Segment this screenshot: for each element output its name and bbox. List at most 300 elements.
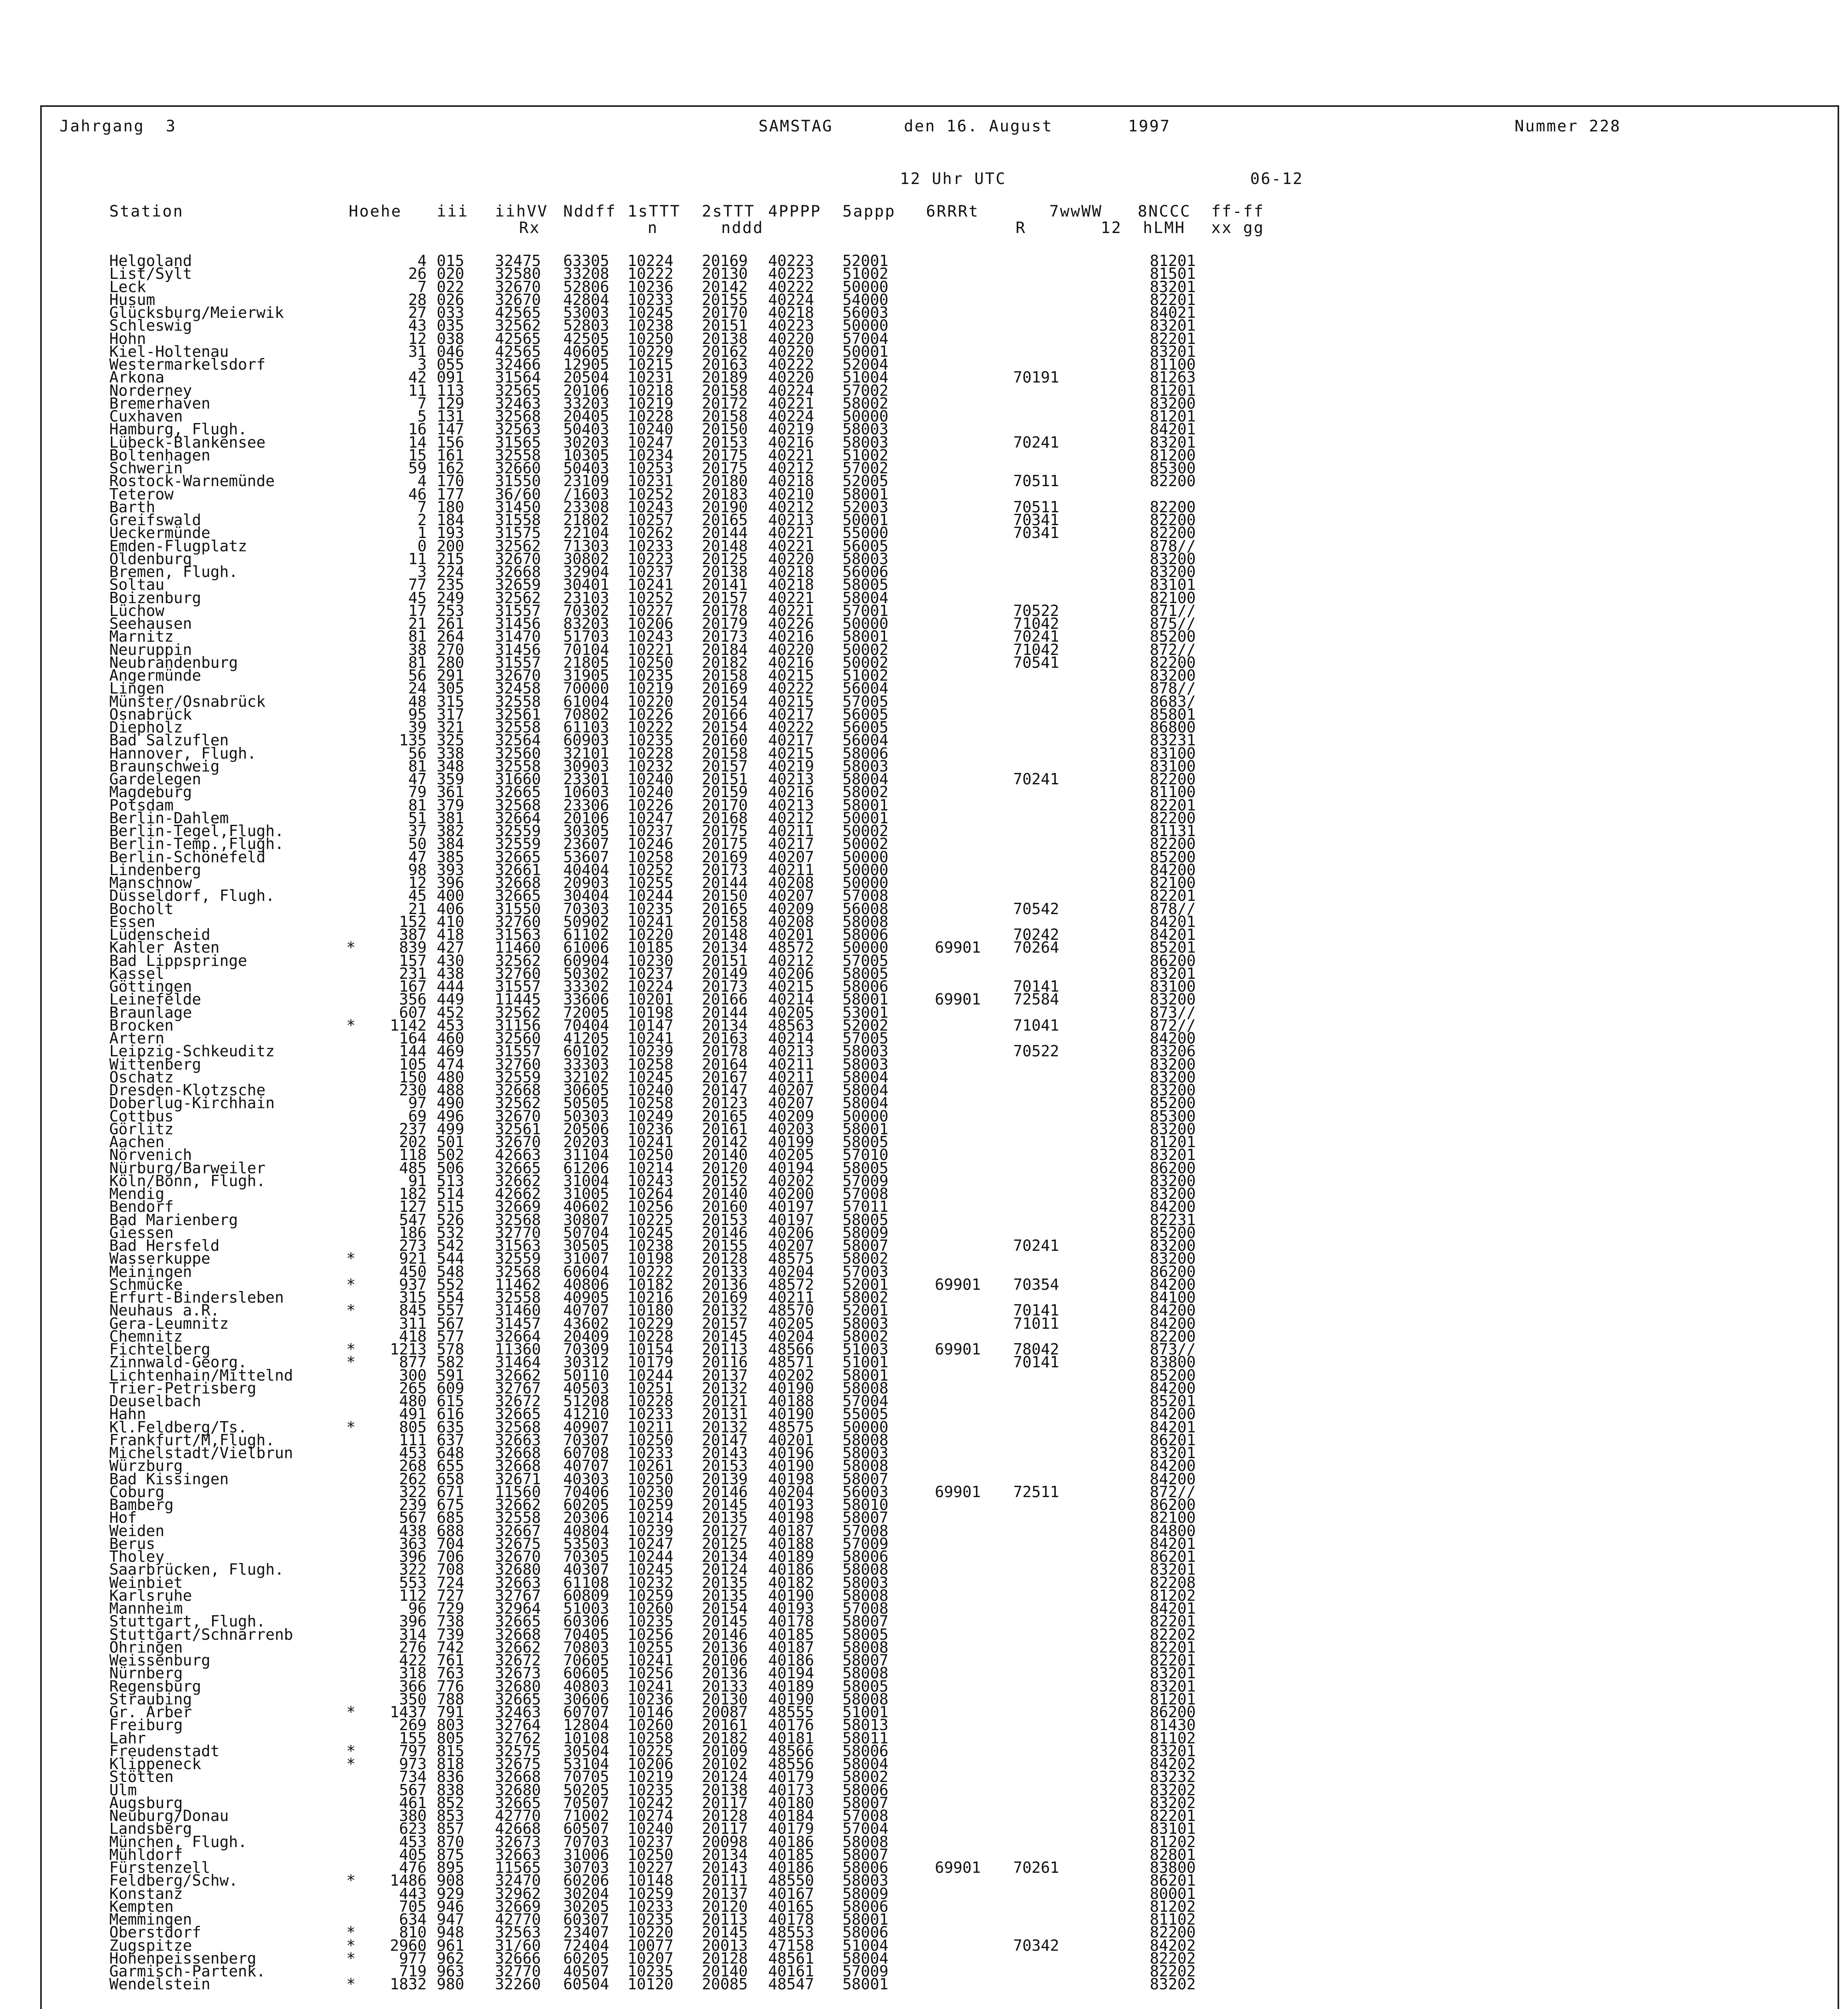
4pppp-value: 40196 [768,1444,814,1462]
1sttt-value: 10236 [628,278,674,296]
station-name: Trier-Petrisberg [109,1379,257,1397]
5appp-value: 58002 [842,1768,889,1786]
hoehe-value: 152 [399,913,427,931]
4pppp-value: 40190 [768,1379,814,1397]
2sttt-value: 20161 [702,1716,748,1734]
5appp-value: 58001 [842,990,889,1008]
hoehe-value: 51 [408,809,427,827]
mountain-marker: * [346,1937,356,1954]
1sttt-value: 10234 [628,446,674,464]
station-name: Cottbus [109,1107,174,1125]
2sttt-value: 20128 [702,1807,748,1825]
8nccc-value: 84200 [1150,1029,1196,1047]
mountain-marker: * [346,1755,356,1773]
8nccc-value: 81263 [1150,368,1196,386]
iihvv-value: 32760 [495,913,541,931]
nddff-value: 23306 [563,796,609,814]
8nccc-value: 86200 [1150,1159,1196,1177]
4pppp-value: 40221 [768,395,814,412]
nddff-value: 70705 [563,1768,609,1786]
iii-value: 838 [437,1781,464,1799]
iihvv-value: 32563 [495,420,541,438]
station-name: Boltenhagen [109,446,211,464]
nddff-value: 60707 [563,1703,609,1721]
iii-value: 046 [437,343,464,360]
2sttt-value: 20085 [702,1975,748,1993]
mountain-marker: * [346,939,356,956]
1sttt-value: 10236 [628,1690,674,1708]
observation-time-label: 12 Uhr UTC [900,170,1006,188]
nddff-value: 30312 [563,1353,609,1371]
8nccc-value: 83201 [1150,1444,1196,1462]
iii-value: 875 [437,1846,464,1864]
5appp-value: 58007 [842,1846,889,1864]
8nccc-value: 83200 [1150,1068,1196,1086]
4pppp-value: 40218 [768,472,814,490]
iihvv-value: 32662 [495,1639,541,1656]
hoehe-value: 623 [399,1820,427,1837]
7wwww-value: 78042 [1013,1340,1059,1358]
hoehe-value: 396 [399,1548,427,1565]
8nccc-value: 82201 [1150,796,1196,814]
station-name: Rostock-Warnemünde [109,472,275,490]
nddff-value: 60904 [563,952,609,970]
station-name: Hohenpeissenberg [109,1950,257,1967]
iii-value: 567 [437,1315,464,1332]
nddff-value: 70404 [563,1017,609,1034]
2sttt-value: 20130 [702,1690,748,1708]
8nccc-value: 85201 [1150,939,1196,956]
8nccc-value: 81102 [1150,1729,1196,1747]
5appp-value: 50000 [842,407,889,425]
hoehe-value: 567 [399,1781,427,1799]
8nccc-value: 873// [1150,1004,1196,1021]
5appp-value: 58013 [842,1716,889,1734]
nddff-value: 71002 [563,1807,609,1825]
station-name: Berus [109,1535,155,1553]
hoehe-value: 17 [408,602,427,620]
4pppp-value: 40205 [768,1315,814,1332]
col-8nccc: 8NCCC [1138,203,1191,221]
mountain-marker: * [346,1276,356,1293]
col-iii: iii [437,203,469,221]
sub-12: 12 [1101,219,1122,237]
1sttt-value: 10228 [628,745,674,762]
2sttt-value: 20189 [702,368,748,386]
5appp-value: 57004 [842,1392,889,1410]
5appp-value: 56003 [842,304,889,321]
4pppp-value: 40204 [768,1483,814,1501]
hoehe-value: 810 [399,1923,427,1941]
station-name: Ulm [109,1781,137,1799]
1sttt-value: 10198 [628,1004,674,1021]
iii-value: 805 [437,1729,464,1747]
1sttt-value: 10245 [628,1068,674,1086]
2sttt-value: 20169 [702,252,748,270]
4pppp-value: 40215 [768,693,814,710]
2sttt-value: 20157 [702,757,748,775]
iii-value: 055 [437,356,464,373]
station-name: Boizenburg [109,589,201,607]
5appp-value: 55000 [842,524,889,542]
2sttt-value: 20157 [702,1315,748,1332]
8nccc-value: 83200 [1150,1056,1196,1073]
5appp-value: 56006 [842,563,889,581]
iii-value: 724 [437,1574,464,1592]
hoehe-value: 0 [417,537,427,555]
hoehe-value: 127 [399,1198,427,1215]
2sttt-value: 20117 [702,1794,748,1812]
1sttt-value: 10207 [628,1950,674,1967]
1sttt-value: 10261 [628,1457,674,1475]
4pppp-value: 40209 [768,900,814,918]
hoehe-value: 135 [399,731,427,749]
8nccc-value: 84200 [1150,1457,1196,1475]
1sttt-value: 10259 [628,1885,674,1903]
nddff-value: 20306 [563,1509,609,1526]
nddff-value: 70309 [563,1340,609,1358]
station-name: Bremerhaven [109,395,211,412]
iii-value: 170 [437,472,464,490]
iihvv-value: 31460 [495,1301,541,1319]
hoehe-value: 977 [399,1950,427,1967]
4pppp-value: 40223 [768,252,814,270]
nddff-value: 22104 [563,524,609,542]
1sttt-value: 10244 [628,887,674,904]
mountain-marker: * [346,1301,356,1319]
station-name: Potsdam [109,796,174,814]
5appp-value: 58008 [842,913,889,931]
4pppp-value: 40220 [768,550,814,568]
4pppp-value: 48572 [768,939,814,956]
nddff-value: 42505 [563,330,609,348]
nddff-value: 31007 [563,1250,609,1267]
1sttt-value: 10230 [628,1483,674,1501]
8nccc-value: 81100 [1150,783,1196,801]
5appp-value: 58006 [842,978,889,995]
hoehe-value: 4 [417,252,427,270]
station-name: Chemnitz [109,1328,183,1345]
nddff-value: 70605 [563,1651,609,1669]
hoehe-value: 839 [399,939,427,956]
station-name: Oldenburg [109,550,192,568]
nddff-value: 63305 [563,252,609,270]
2sttt-value: 20155 [702,1237,748,1254]
1sttt-value: 10214 [628,1509,674,1526]
hoehe-value: 105 [399,1056,427,1073]
nddff-value: 30802 [563,550,609,568]
1sttt-value: 10226 [628,796,674,814]
hoehe-value: 356 [399,990,427,1008]
2sttt-value: 20170 [702,796,748,814]
5appp-value: 51004 [842,1937,889,1954]
station-name: Hahn [109,1405,146,1423]
iii-value: 578 [437,1340,464,1358]
nddff-value: 20106 [563,809,609,827]
station-name: Braunlage [109,1004,192,1021]
station-name: Karlsruhe [109,1587,192,1604]
2sttt-value: 20150 [702,887,748,904]
7wwww-value: 72511 [1013,1483,1059,1501]
2sttt-value: 20132 [702,1301,748,1319]
nddff-value: 23407 [563,1923,609,1941]
station-name: Schwerin [109,459,183,477]
nddff-value: 40605 [563,343,609,360]
col-4pppp: 4PPPP [768,203,822,221]
5appp-value: 58008 [842,1587,889,1604]
iii-value: 791 [437,1703,464,1721]
station-name: Bad Hersfeld [109,1237,220,1254]
hoehe-value: 97 [408,1094,427,1112]
station-name: Aachen [109,1133,165,1151]
iihvv-value: 32665 [495,1405,541,1423]
station-name: Augsburg [109,1794,183,1812]
8nccc-value: 85200 [1150,848,1196,866]
5appp-value: 57003 [842,1263,889,1281]
nddff-value: 43602 [563,1315,609,1332]
nddff-value: 41210 [563,1405,609,1423]
iii-value: 836 [437,1768,464,1786]
iihvv-value: 32559 [495,1250,541,1267]
8nccc-value: 82100 [1150,1509,1196,1526]
iii-value: 177 [437,485,464,503]
station-name: Mendig [109,1185,165,1203]
8nccc-value: 81201 [1150,382,1196,399]
4pppp-value: 40209 [768,1107,814,1125]
col-6rrrt: 6RRRt [926,203,979,221]
hoehe-value: 231 [399,965,427,982]
8nccc-value: 83200 [1150,990,1196,1008]
nddff-value: 52803 [563,317,609,334]
nddff-value: 50303 [563,1107,609,1125]
nddff-value: 42804 [563,291,609,309]
station-name: Berlin-Dahlem [109,809,229,827]
5appp-value: 58001 [842,1911,889,1928]
iii-value: 161 [437,446,464,464]
station-name: Göttingen [109,978,192,995]
8nccc-value: 82200 [1150,654,1196,671]
nddff-value: 30504 [563,1742,609,1760]
5appp-value: 51004 [842,368,889,386]
4pppp-value: 48550 [768,1872,814,1889]
station-name: Manschnow [109,874,192,892]
nddff-value: 20106 [563,382,609,399]
2sttt-value: 20121 [702,1392,748,1410]
nddff-value: 70104 [563,641,609,659]
5appp-value: 56005 [842,537,889,555]
2sttt-value: 20178 [702,1042,748,1060]
2sttt-value: 20148 [702,537,748,555]
iihvv-value: 42662 [495,1185,541,1203]
nddff-value: 23301 [563,770,609,788]
4pppp-value: 40194 [768,1159,814,1177]
4pppp-value: 40220 [768,330,814,348]
iii-value: 675 [437,1496,464,1514]
iii-value: 280 [437,654,464,671]
iihvv-value: 32767 [495,1379,541,1397]
4pppp-value: 40207 [768,848,814,866]
2sttt-value: 20161 [702,1120,748,1138]
6rrrt-value: 69901 [935,1340,981,1358]
5appp-value: 50001 [842,809,889,827]
iii-value: 671 [437,1483,464,1501]
5appp-value: 58002 [842,1328,889,1345]
iii-value: 460 [437,1029,464,1047]
4pppp-value: 40218 [768,576,814,593]
iihvv-value: 32562 [495,1004,541,1021]
4pppp-value: 40223 [768,317,814,334]
1sttt-value: 10250 [628,654,674,671]
2sttt-value: 20166 [702,706,748,723]
2sttt-value: 20125 [702,1535,748,1553]
8nccc-value: 84200 [1150,1276,1196,1293]
iii-value: 542 [437,1237,464,1254]
1sttt-value: 10250 [628,1846,674,1864]
station-name: Greifswald [109,511,201,529]
8nccc-value: 871// [1150,602,1196,620]
nddff-value: 60205 [563,1496,609,1514]
nddff-value: 53607 [563,848,609,866]
4pppp-value: 40221 [768,446,814,464]
4pppp-value: 40217 [768,706,814,723]
station-name: Bocholt [109,900,174,918]
7wwww-value: 70522 [1013,1042,1059,1060]
iihvv-value: 32463 [495,395,541,412]
4pppp-value: 40165 [768,1898,814,1915]
5appp-value: 50002 [842,641,889,659]
2sttt-value: 20124 [702,1561,748,1578]
station-name: Nürburg/Barweiler [109,1159,266,1177]
2sttt-value: 20158 [702,407,748,425]
nddff-value: 70803 [563,1639,609,1656]
8nccc-value: 84201 [1150,1418,1196,1436]
hoehe-value: 167 [399,978,427,995]
sub-n: n [648,219,658,237]
4pppp-value: 40219 [768,420,814,438]
iihvv-value: 32767 [495,1587,541,1604]
iihvv-value: 31550 [495,472,541,490]
1sttt-value: 10274 [628,1807,674,1825]
4pppp-value: 40199 [768,1133,814,1151]
8nccc-value: 872// [1150,1017,1196,1034]
4pppp-value: 40204 [768,1263,814,1281]
1sttt-value: 10250 [628,330,674,348]
iihvv-value: 36/60 [495,485,541,503]
station-name: Artern [109,1029,165,1047]
station-name: Osnabrück [109,706,192,723]
1sttt-value: 10146 [628,1703,674,1721]
1sttt-value: 10206 [628,615,674,632]
5appp-value: 58009 [842,1224,889,1242]
nddff-value: 32101 [563,745,609,762]
4pppp-value: 40173 [768,1781,814,1799]
1sttt-value: 10264 [628,1185,674,1203]
hoehe-value: 315 [399,1289,427,1306]
2sttt-value: 20145 [702,1496,748,1514]
hoehe-value: 45 [408,887,427,904]
5appp-value: 50002 [842,822,889,840]
5appp-value: 57008 [842,1807,889,1825]
4pppp-value: 40224 [768,407,814,425]
mountain-marker: * [346,1353,356,1371]
hoehe-value: 396 [399,1612,427,1630]
iihvv-value: 32665 [495,848,541,866]
iihvv-value: 32663 [495,1846,541,1864]
iihvv-value: 32665 [495,1794,541,1812]
page-border [40,105,1839,2009]
nddff-value: 50302 [563,965,609,982]
iii-value: 706 [437,1548,464,1565]
1sttt-value: 10236 [628,1120,674,1138]
7wwww-value: 70242 [1013,926,1059,943]
2sttt-value: 20175 [702,835,748,853]
2sttt-value: 20140 [702,1185,748,1203]
iii-value: 026 [437,291,464,309]
station-name: Wittenberg [109,1056,201,1073]
iii-value: 033 [437,304,464,321]
8nccc-value: 83202 [1150,1794,1196,1812]
station-name: Schmücke [109,1276,183,1293]
nddff-value: 60507 [563,1820,609,1837]
jahrgang-label: Jahrgang 3 [59,117,177,135]
1sttt-value: 10222 [628,718,674,736]
5appp-value: 58008 [842,1833,889,1851]
nddff-value: 30807 [563,1211,609,1229]
5appp-value: 58005 [842,1678,889,1695]
iihvv-value: 32558 [495,1289,541,1306]
iihvv-value: 32458 [495,679,541,697]
4pppp-value: 40213 [768,770,814,788]
station-name: Konstanz [109,1885,183,1903]
5appp-value: 51003 [842,1340,889,1358]
1sttt-value: 10227 [628,1859,674,1876]
hoehe-value: 350 [399,1690,427,1708]
iihvv-value: 32558 [495,693,541,710]
4pppp-value: 40187 [768,1639,814,1656]
iihvv-value: 31563 [495,1237,541,1254]
iihvv-value: 32668 [495,1081,541,1099]
5appp-value: 57010 [842,1146,889,1164]
iii-value: 193 [437,524,464,542]
5appp-value: 52004 [842,356,889,373]
8nccc-value: 82202 [1150,1626,1196,1643]
iii-value: 908 [437,1872,464,1889]
4pppp-value: 40186 [768,1651,814,1669]
2sttt-value: 20169 [702,679,748,697]
2sttt-value: 20133 [702,1678,748,1695]
hoehe-value: 262 [399,1470,427,1488]
nddff-value: 30401 [563,576,609,593]
iii-value: 815 [437,1742,464,1760]
4pppp-value: 40213 [768,511,814,529]
mountain-marker: * [346,1418,356,1436]
8nccc-value: 83201 [1150,1678,1196,1695]
nddff-value: 30204 [563,1885,609,1903]
nddff-value: 60306 [563,1612,609,1630]
nddff-value: 12905 [563,356,609,373]
nddff-value: 50505 [563,1094,609,1112]
station-name: Doberlug-Kirchhain [109,1094,275,1112]
station-name: Essen [109,913,155,931]
iihvv-value: 31550 [495,900,541,918]
2sttt-value: 20133 [702,1263,748,1281]
iii-value: 200 [437,537,464,555]
1sttt-value: 10259 [628,1587,674,1604]
8nccc-value: 81100 [1150,356,1196,373]
8nccc-value: 82100 [1150,589,1196,607]
iihvv-value: 32670 [495,667,541,684]
weekday-label: SAMSTAG [758,117,833,135]
